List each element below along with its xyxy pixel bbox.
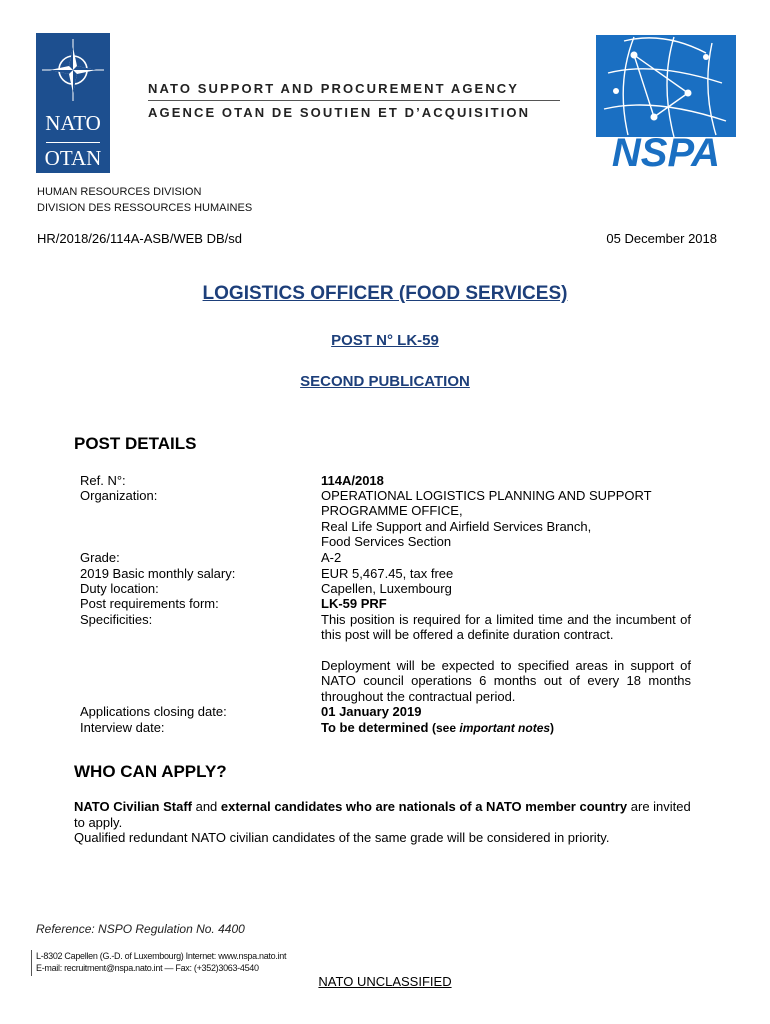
interview-date-label: Interview date: bbox=[80, 720, 165, 735]
grade-value: A-2 bbox=[321, 550, 342, 565]
publication-notice: SECOND PUBLICATION bbox=[300, 373, 470, 390]
nato-compass-star-icon bbox=[36, 33, 110, 107]
closing-date-value: 01 January 2019 bbox=[321, 704, 422, 719]
classification-marking: NATO UNCLASSIFIED bbox=[318, 974, 452, 989]
interview-date-text: To be determined bbox=[321, 720, 429, 735]
organization-line: Food Services Section bbox=[321, 534, 452, 550]
closing-date-label: Applications closing date: bbox=[80, 704, 227, 719]
header-divider bbox=[148, 100, 560, 101]
footer-contact: E-mail: recruitment@nspa.nato.int — Fax: (+352)3063-4540 bbox=[36, 963, 259, 973]
interview-note: (see important notes) bbox=[432, 721, 555, 735]
nato-logo-word: NATO bbox=[45, 111, 101, 135]
agency-name-fr: AGENCE OTAN DE SOUTIEN ET D’ACQUISITION bbox=[148, 105, 531, 120]
post-details-heading: POST DETAILS bbox=[74, 434, 197, 453]
specificities-label: Specificities: bbox=[80, 612, 153, 627]
agency-name-en: NATO SUPPORT AND PROCUREMENT AGENCY bbox=[148, 81, 520, 96]
nspa-logo bbox=[594, 33, 738, 173]
organization-label: Organization: bbox=[80, 488, 158, 503]
prf-label: Post requirements form: bbox=[80, 596, 219, 611]
organization-line: OPERATIONAL LOGISTICS PLANNING AND SUPPORT bbox=[321, 488, 652, 503]
who-can-apply-heading: WHO CAN APPLY? bbox=[74, 762, 227, 781]
ref-label: Ref. N°: bbox=[80, 473, 126, 488]
svg-text:NSPA: NSPA bbox=[611, 131, 721, 173]
document-date: 05 December 2018 bbox=[606, 231, 717, 246]
otan-logo-word: OTAN bbox=[44, 146, 102, 170]
interview-date-value bbox=[321, 720, 691, 736]
important-notes-link[interactable]: important notes bbox=[459, 721, 551, 735]
organization-line: Real Life Support and Airfield Services Branch, bbox=[321, 518, 592, 534]
salary-label: 2019 Basic monthly salary: bbox=[80, 566, 236, 581]
organization-value bbox=[321, 488, 691, 550]
grade-label: Grade: bbox=[80, 550, 120, 565]
organization-line: PROGRAMME OFFICE, bbox=[321, 503, 463, 519]
specificities-deployment-text: Deployment will be expected to specified areas in support of NATO council operations 6 months out of every 18 months throughout the contractual period. bbox=[321, 658, 691, 704]
prf-value: LK-59 PRF bbox=[321, 596, 387, 611]
footer-divider bbox=[31, 950, 32, 976]
regulation-reference: Reference: NSPO Regulation No. 4400 bbox=[36, 922, 245, 936]
reference-number: HR/2018/26/114A-ASB/WEB DB/sd bbox=[37, 231, 242, 246]
page-title: LOGISTICS OFFICER (FOOD SERVICES) bbox=[202, 283, 568, 304]
ref-value: 114A/2018 bbox=[321, 473, 384, 488]
who-can-apply-text bbox=[74, 799, 704, 846]
post-number: POST N° LK-59 bbox=[331, 332, 439, 349]
eligibility-paragraph: NATO Civilian Staff and external candidates who are nationals of a NATO member country are invited to apply. bbox=[74, 799, 691, 830]
duty-location-value: Capellen, Luxembourg bbox=[321, 581, 452, 596]
salary-value: EUR 5,467.45, tax free bbox=[321, 566, 454, 581]
nato-logo-divider bbox=[46, 142, 100, 143]
duty-location-label: Duty location: bbox=[80, 581, 159, 596]
division-name-fr: DIVISION DES RESSOURCES HUMAINES bbox=[37, 202, 253, 214]
priority-paragraph: Qualified redundant NATO civilian candidates of the same grade will be considered in priority. bbox=[74, 830, 610, 845]
footer-address: L-8302 Capellen (G.-D. of Luxembourg) Internet: www.nspa.nato.int bbox=[36, 951, 287, 961]
nato-otan-logo bbox=[36, 33, 110, 173]
division-name-en: HUMAN RESOURCES DIVISION bbox=[37, 186, 202, 198]
specificities-contract-text: This position is required for a limited time and the incumbent of this post will be offered a definite duration contract. bbox=[321, 612, 691, 643]
